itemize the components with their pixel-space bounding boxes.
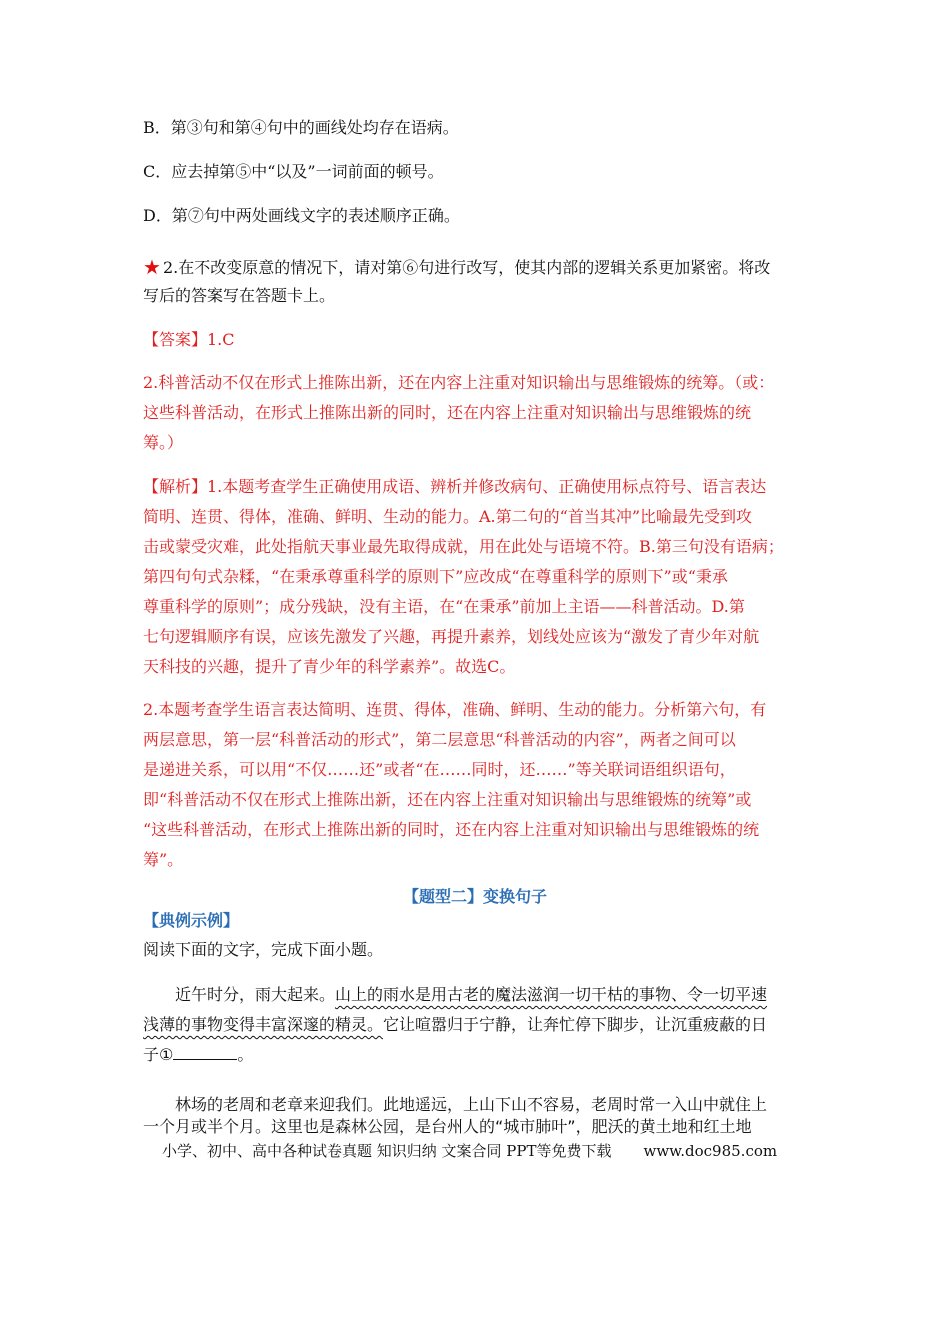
passage-line-1 [175,985,767,1005]
passage-sentence: 近午时分，雨大起来。 [175,985,336,1004]
star-icon: ★ [143,255,161,279]
footer-url: www.doc985.com [643,1142,778,1160]
analysis-2-line-4: 即“科普活动不仅在形式上推陈出新，还在内容上注重对知识输出与思维锻炼的统筹”或 [143,790,752,809]
analysis-line-5: 尊重科学的原则”；成分残缺，没有主语，在“在秉承”前加上主语——科普活动。D.第 [143,597,745,616]
analysis-line-2: 简明、连贯、得体，准确、鲜明、生动的能力。A.第二句的“首当其冲”比喻最先受到攻 [143,507,753,526]
footer-text: 小学、初中、高中各种试卷真题 知识归纳 文案合同 PPT等免费下载 [162,1142,612,1160]
passage-line-2 [143,1015,767,1035]
instruction: 阅读下面的文字，完成下面小题。 [143,940,384,959]
passage-2-line-1: 林场的老周和老章来迎我们。此地遥远，上山下山不容易，老周时常一入山中就住上 [175,1095,768,1114]
analysis-line-4: 第四句句式杂糅，“在秉承尊重科学的原则下”应改成“在尊重科学的原则下”或“秉承 [143,567,728,586]
wavy-underlined-sentence: 山上的雨水是用古老的魔法滋润一切干枯的事物、令一切平速 [335,985,768,1004]
analysis-2-line-3: 是递进关系，可以用“不仅……还”或者“在……同时，还……”等关联词语组织语句， [143,760,736,779]
section-title: 【题型二】变换句子 [402,887,547,906]
option-d: D．第⑦句中两处画线文字的表述顺序正确。 [143,206,460,225]
footer [162,1140,777,1161]
question-2-line-1 [143,256,770,278]
analysis-line-3: 击或蒙受灾难，此处指航天事业最先取得成就，用在此处与语境不符。B.第三句没有语病； [143,537,784,556]
analysis-2-line-5: “这些科普活动，在形式上推陈出新的同时，还在内容上注重对知识输出与思维锻炼的统 [143,820,760,839]
analysis-2-line-2: 两层意思，第一层“科普活动的形式”，第二层意思“科普活动的内容”，两者之间可以 [143,730,736,749]
question-2-line-2: 写后的答案写在答题卡上。 [143,286,336,305]
answer-2-line-3: 筹。） [143,433,184,452]
option-b: B．第③句和第④句中的画线处均存在语病。 [143,118,459,137]
answer-2-line-2: 这些科普活动，在形式上推陈出新的同时，还在内容上注重对知识输出与思维锻炼的统 [143,403,752,422]
analysis-line-7: 天科技的兴趣，提升了青少年的科学素养”。故选C。 [143,657,516,676]
analysis-2-line-6: 筹”。 [143,850,184,869]
option-c: C．应去掉第⑤中“以及”一词前面的顿号。 [143,162,444,181]
passage-punct: 。 [237,1045,254,1064]
passage-sentence: 它让喧嚣归于宁静，让奔忙停下脚步，让沉重疲蔽的日 [383,1015,768,1034]
passage-2-line-2: 一个月或半个月。这里也是森林公园，是台州人的“城市肺叶”，肥沃的黄土地和红土地 [143,1117,752,1136]
wavy-underlined-sentence-end: 浅薄的事物变得丰富深邃的精灵。 [143,1015,384,1034]
analysis-2-line-1: 2.本题考查学生语言表达简明、连贯、得体，准确、鲜明、生动的能力。分析第六句，有 [143,700,767,719]
example-label: 【典例示例】 [143,911,240,930]
question-2-text: 2.在不改变原意的情况下，请对第⑥句进行改写，使其内部的逻辑关系更加紧密。将改 [162,258,771,277]
passage-line-3 [143,1045,253,1065]
answer-2-line-1: 2.科普活动不仅在形式上推陈出新，还在内容上注重对知识输出与思维锻炼的统筹。（或： [143,373,775,392]
analysis-line-6: 七句逻辑顺序有误，应该先激发了兴趣，再提升素养，划线处应该为“激发了青少年对航 [143,627,760,646]
fill-blank [173,1045,237,1060]
answer-label: 【答案】1.C [143,330,235,349]
blank-marker: 子① [143,1045,174,1064]
analysis-line-1: 【解析】1.本题考查学生正确使用成语、辨析并修改病句、正确使用标点符号、语言表达 [143,477,767,496]
